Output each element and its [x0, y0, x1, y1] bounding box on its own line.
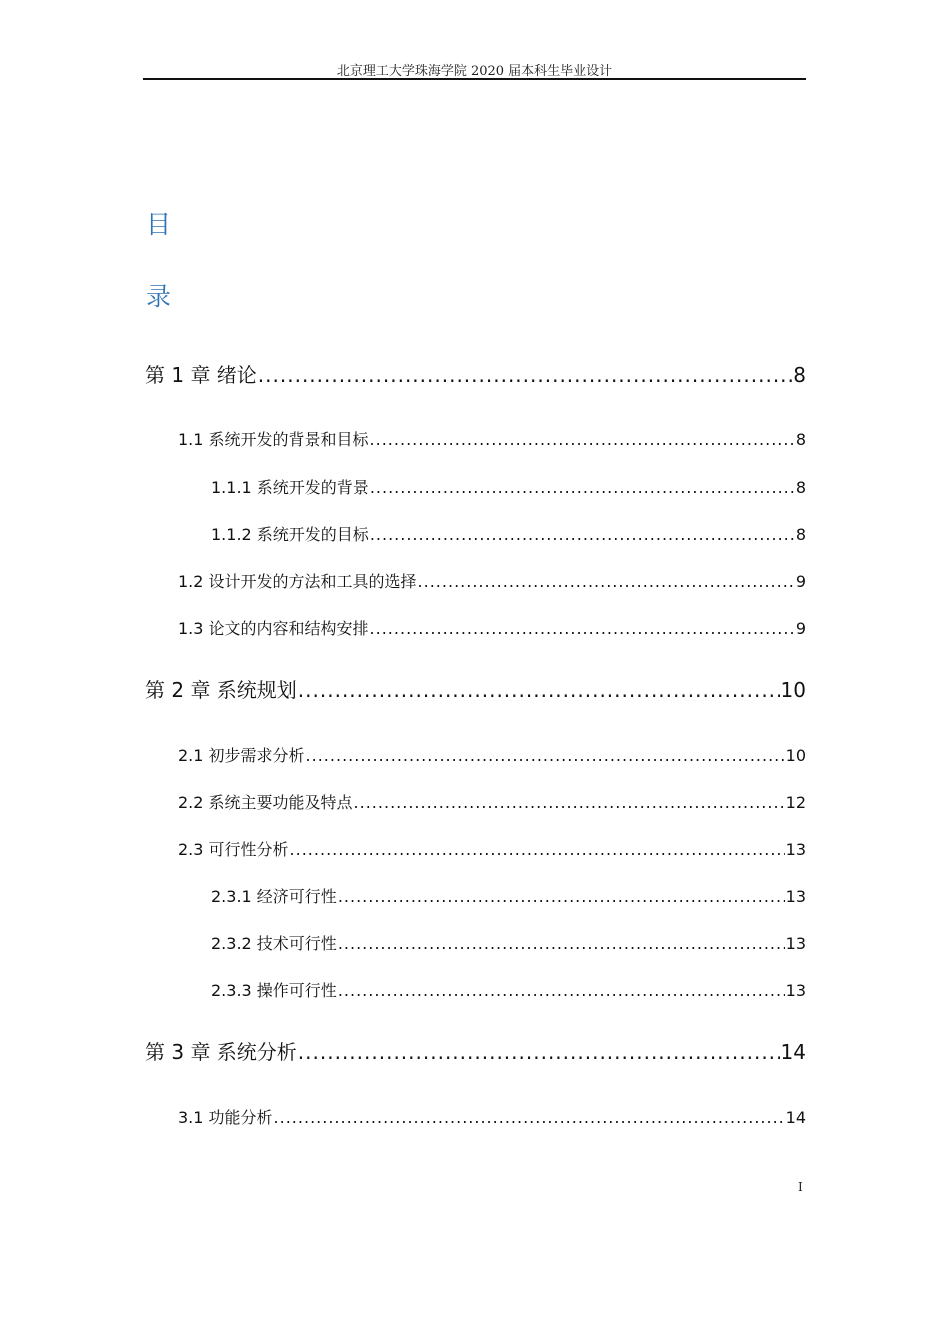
toc-entry-1-1-1[interactable] [211, 475, 806, 498]
toc-entry-page: 8 [795, 525, 806, 544]
dot-leader [338, 887, 785, 906]
toc-entry-chapter-1[interactable] [145, 359, 806, 388]
toc-entry-page: 13 [785, 934, 806, 953]
toc-entry-chapter-3[interactable] [145, 1036, 806, 1065]
toc-entry-label: 1.1.2 系统开发的目标 [211, 525, 369, 544]
header-rule [143, 78, 806, 80]
toc-entry-2-3-1[interactable] [211, 884, 806, 907]
toc-entry-label: 第 1 章 绪论 [145, 363, 257, 387]
toc-entry-page: 12 [785, 793, 806, 812]
toc-title-char-2: 录 [146, 282, 172, 311]
toc-entry-2-2[interactable] [178, 790, 806, 813]
toc-entry-page: 13 [785, 981, 806, 1000]
toc-entry-label: 2.3.2 技术可行性 [211, 934, 337, 953]
toc-entry-label: 1.1 系统开发的背景和目标 [178, 430, 369, 449]
toc-entry-label: 2.3 可行性分析 [178, 840, 289, 859]
toc-entry-label: 1.3 论文的内容和结构安排 [178, 619, 369, 638]
toc-entry-1-1-2[interactable] [211, 522, 806, 545]
running-header: 北京理工大学珠海学院 2020 届本科生毕业设计 [336, 64, 613, 79]
toc-entry-page: 8 [793, 363, 806, 387]
toc-entry-2-3-2[interactable] [211, 931, 806, 954]
toc-entry-label: 1.2 设计开发的方法和工具的选择 [178, 572, 417, 591]
toc-entry-label: 2.3.1 经济可行性 [211, 887, 337, 906]
toc-entry-1-1[interactable] [178, 427, 806, 450]
toc-entry-page: 13 [785, 840, 806, 859]
toc-entry-page: 9 [795, 619, 806, 638]
dot-leader [298, 1040, 780, 1064]
toc-entry-1-2[interactable] [178, 569, 806, 592]
toc-entry-3-1[interactable] [178, 1105, 806, 1128]
dot-leader [306, 746, 785, 765]
footer-page-number: I [798, 1180, 803, 1194]
toc-entry-page: 8 [795, 478, 806, 497]
toc-entry-label: 第 2 章 系统规划 [145, 678, 297, 702]
toc-entry-1-3[interactable] [178, 616, 806, 639]
dot-leader [370, 619, 795, 638]
dot-leader [354, 793, 785, 812]
dot-leader [370, 478, 795, 497]
toc-entry-label: 2.1 初步需求分析 [178, 746, 305, 765]
dot-leader [370, 430, 795, 449]
dot-leader [370, 525, 795, 544]
toc-title-char-1: 目 [146, 210, 172, 239]
toc-entry-2-3[interactable] [178, 837, 806, 860]
toc-entry-label: 2.2 系统主要功能及特点 [178, 793, 353, 812]
dot-leader [338, 934, 785, 953]
dot-leader [258, 363, 792, 387]
toc-entry-label: 第 3 章 系统分析 [145, 1040, 297, 1064]
toc-entry-page: 10 [780, 678, 806, 702]
dot-leader [418, 572, 795, 591]
toc-entry-2-3-3[interactable] [211, 978, 806, 1001]
toc-entry-page: 13 [785, 887, 806, 906]
toc-entry-page: 14 [780, 1040, 806, 1064]
toc-entry-page: 8 [795, 430, 806, 449]
toc-entry-label: 1.1.1 系统开发的背景 [211, 478, 369, 497]
toc-entry-2-1[interactable] [178, 743, 806, 766]
toc-entry-page: 14 [785, 1108, 806, 1127]
dot-leader [298, 678, 780, 702]
toc-entry-page: 9 [795, 572, 806, 591]
toc-entry-page: 10 [785, 746, 806, 765]
dot-leader [290, 840, 785, 859]
toc-entry-label: 2.3.3 操作可行性 [211, 981, 337, 1000]
dot-leader [274, 1108, 785, 1127]
toc-entry-label: 3.1 功能分析 [178, 1108, 273, 1127]
toc-entry-chapter-2[interactable] [145, 674, 806, 703]
dot-leader [338, 981, 785, 1000]
